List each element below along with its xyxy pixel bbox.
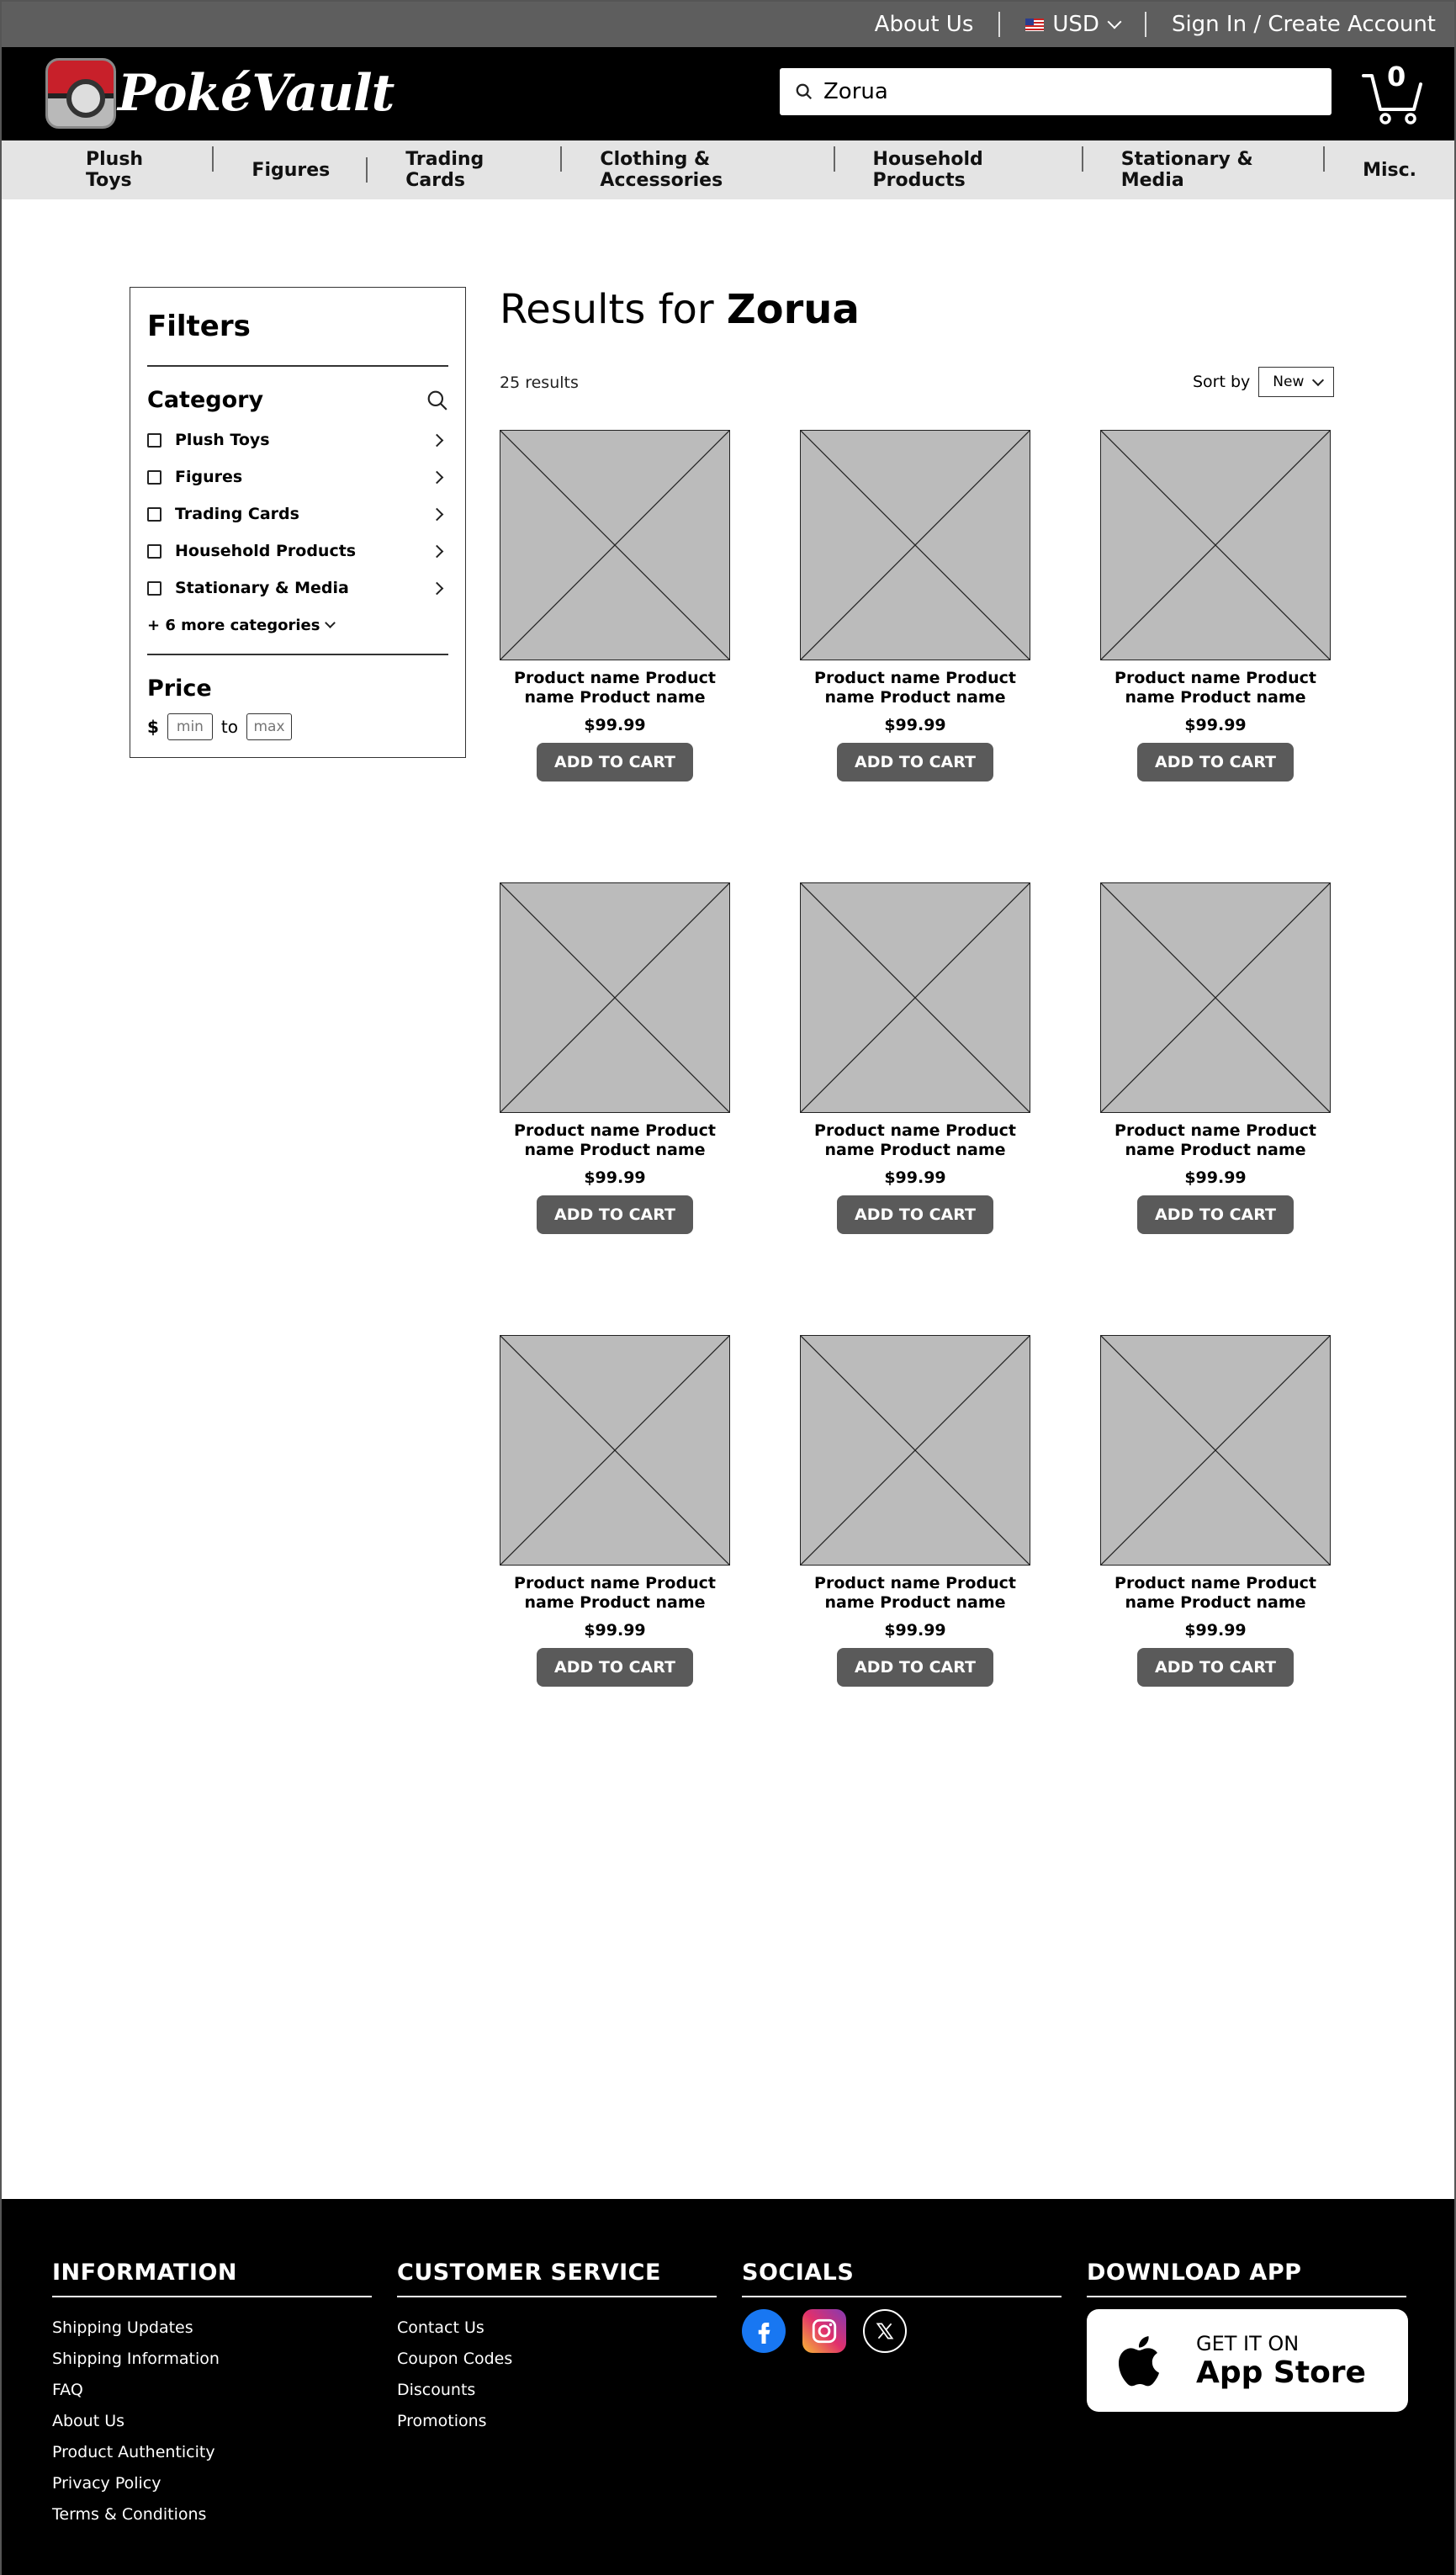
sign-in-link[interactable]: Sign In / Create Account xyxy=(1171,12,1436,37)
instagram-icon[interactable] xyxy=(802,2309,846,2353)
search-icon[interactable] xyxy=(426,389,448,411)
social-links xyxy=(742,2309,1062,2353)
logo[interactable] xyxy=(45,58,394,129)
footer-link[interactable]: Coupon Codes xyxy=(397,2350,513,2368)
checkbox[interactable] xyxy=(147,581,161,596)
about-us-link[interactable]: About Us xyxy=(874,12,974,37)
search-bar[interactable] xyxy=(780,68,1332,115)
product-name[interactable]: Product name Product name Product name xyxy=(1115,669,1316,707)
app-store-small: GET IT ON xyxy=(1196,2331,1300,2355)
product-card[interactable] xyxy=(500,1335,730,1687)
footer-heading: INFORMATION xyxy=(52,2260,238,2286)
footer-link[interactable]: Contact Us xyxy=(397,2318,484,2337)
results-query: Zorua xyxy=(726,286,860,333)
product-price: $99.99 xyxy=(584,1168,646,1187)
footer-download xyxy=(1087,2260,1406,2412)
product-card[interactable] xyxy=(500,430,730,782)
search-icon xyxy=(795,82,813,101)
divider xyxy=(742,2296,1062,2297)
category-label: Trading Cards xyxy=(175,505,299,523)
image-placeholder-icon xyxy=(500,1336,729,1565)
product-price: $99.99 xyxy=(884,1168,946,1187)
product-card[interactable] xyxy=(1100,1335,1331,1687)
product-name[interactable]: Product name Product name Product name xyxy=(814,1121,1016,1159)
image-placeholder-icon xyxy=(500,431,729,660)
checkbox[interactable] xyxy=(147,433,161,448)
divider xyxy=(1145,12,1146,37)
price-max-input[interactable] xyxy=(246,713,292,740)
image-placeholder-icon xyxy=(1101,431,1330,660)
divider xyxy=(147,654,448,655)
chevron-down-icon xyxy=(326,617,336,628)
product-name[interactable]: Product name Product name Product name xyxy=(814,669,1016,707)
results-title xyxy=(500,286,860,333)
category-header xyxy=(147,387,448,413)
more-categories-label: + 6 more categories xyxy=(147,616,320,634)
product-image-placeholder[interactable] xyxy=(500,882,730,1113)
add-to-cart-button[interactable]: ADD TO CART xyxy=(537,1195,693,1234)
image-placeholder-icon xyxy=(1101,883,1330,1112)
product-card[interactable] xyxy=(1100,882,1331,1234)
cart-button[interactable] xyxy=(1362,62,1424,126)
nav-item-figures[interactable]: Figures xyxy=(214,160,368,181)
product-card[interactable] xyxy=(800,882,1030,1234)
product-name[interactable]: Product name Product name Product name xyxy=(1115,1121,1316,1159)
app-store-text xyxy=(1196,2332,1366,2390)
product-image-placeholder[interactable] xyxy=(1100,882,1331,1113)
chevron-right-icon[interactable] xyxy=(431,544,444,558)
image-placeholder-icon xyxy=(801,1336,1030,1565)
image-placeholder-icon xyxy=(1101,1336,1330,1565)
product-name[interactable]: Product name Product name Product name xyxy=(514,1121,716,1159)
add-to-cart-button[interactable]: ADD TO CART xyxy=(1137,1195,1294,1234)
product-image-placeholder[interactable] xyxy=(500,430,730,660)
footer-link[interactable]: FAQ xyxy=(52,2381,83,2399)
site-header xyxy=(2,47,1454,140)
sort-control xyxy=(1193,367,1334,397)
category-option[interactable] xyxy=(147,495,448,532)
chevron-right-icon[interactable] xyxy=(431,470,444,484)
app-store-big: App Store xyxy=(1196,2355,1366,2390)
sort-label: Sort by xyxy=(1193,373,1251,391)
product-image-placeholder[interactable] xyxy=(800,1335,1030,1566)
price-min-input[interactable] xyxy=(167,713,213,740)
add-to-cart-button[interactable]: ADD TO CART xyxy=(1137,1648,1294,1687)
cart-count: 0 xyxy=(1387,61,1406,93)
price-range xyxy=(147,713,448,740)
chevron-down-icon xyxy=(1107,15,1121,29)
footer-socials xyxy=(742,2260,1062,2353)
site-footer xyxy=(2,2199,1454,2575)
product-image-placeholder[interactable] xyxy=(1100,1335,1331,1566)
chevron-right-icon[interactable] xyxy=(431,581,444,595)
nav-item-trading-cards[interactable]: Trading Cards xyxy=(368,149,562,191)
price-to-label: to xyxy=(220,717,238,737)
footer-link[interactable]: Shipping Information xyxy=(52,2350,220,2368)
add-to-cart-button[interactable]: ADD TO CART xyxy=(837,1195,993,1234)
footer-link[interactable]: Promotions xyxy=(397,2412,487,2430)
image-placeholder-icon xyxy=(500,883,729,1112)
nav-item-stationary[interactable]: Stationary & Media xyxy=(1083,149,1325,191)
chevron-right-icon[interactable] xyxy=(431,507,444,521)
nav-item-clothing[interactable]: Clothing & Accessories xyxy=(562,149,834,191)
add-to-cart-button[interactable]: ADD TO CART xyxy=(837,1648,993,1687)
footer-heading: SOCIALS xyxy=(742,2260,855,2286)
us-flag-icon xyxy=(1025,19,1044,31)
product-image-placeholder[interactable] xyxy=(500,1335,730,1566)
category-label: Stationary & Media xyxy=(175,579,349,597)
product-card[interactable] xyxy=(800,1335,1030,1687)
product-image-placeholder[interactable] xyxy=(800,430,1030,660)
utility-bar xyxy=(2,2,1454,47)
product-name[interactable]: Product name Product name Product name xyxy=(514,669,716,707)
results-prefix: Results for xyxy=(500,286,727,333)
add-to-cart-button[interactable]: ADD TO CART xyxy=(837,743,993,782)
currency-symbol: $ xyxy=(147,717,159,737)
nav-item-household[interactable]: Household Products xyxy=(835,149,1083,191)
product-card[interactable] xyxy=(1100,430,1331,782)
footer-link[interactable]: About Us xyxy=(52,2412,125,2430)
category-option[interactable] xyxy=(147,458,448,495)
price-title: Price xyxy=(147,676,212,702)
footer-customer-service xyxy=(397,2260,717,2437)
category-label: Figures xyxy=(175,468,243,486)
category-title: Category xyxy=(147,387,264,413)
add-to-cart-button[interactable]: ADD TO CART xyxy=(537,743,693,782)
footer-heading: DOWNLOAD APP xyxy=(1087,2260,1302,2286)
app-store-button[interactable] xyxy=(1087,2309,1408,2412)
footer-link[interactable]: Discounts xyxy=(397,2381,476,2399)
category-nav xyxy=(2,140,1454,199)
divider xyxy=(1087,2296,1406,2297)
footer-heading: CUSTOMER SERVICE xyxy=(397,2260,661,2286)
checkbox[interactable] xyxy=(147,544,161,559)
category-label: Plush Toys xyxy=(175,431,270,449)
product-price: $99.99 xyxy=(884,716,946,734)
product-name[interactable]: Product name Product name Product name xyxy=(514,1574,716,1612)
footer-link[interactable]: Privacy Policy xyxy=(52,2474,161,2493)
product-card[interactable] xyxy=(800,430,1030,782)
footer-link[interactable]: Terms & Conditions xyxy=(52,2505,207,2524)
divider xyxy=(397,2296,717,2297)
product-name[interactable]: Product name Product name Product name xyxy=(814,1574,1016,1612)
vault-logo-icon xyxy=(45,58,116,129)
image-placeholder-icon xyxy=(801,431,1030,660)
more-categories-link[interactable] xyxy=(147,607,448,644)
checkbox[interactable] xyxy=(147,470,161,485)
product-price: $99.99 xyxy=(1184,716,1247,734)
results-count: 25 results xyxy=(500,374,579,392)
footer-link[interactable]: Product Authenticity xyxy=(52,2443,215,2461)
product-price: $99.99 xyxy=(1184,1168,1247,1187)
product-price: $99.99 xyxy=(584,1621,646,1640)
category-option[interactable] xyxy=(147,421,448,458)
nav-item-plush-toys[interactable]: Plush Toys xyxy=(2,149,214,191)
product-card[interactable] xyxy=(500,882,730,1234)
image-placeholder-icon xyxy=(801,883,1030,1112)
footer-link[interactable]: Shipping Updates xyxy=(52,2318,193,2337)
search-input[interactable] xyxy=(823,79,1311,104)
sort-dropdown[interactable] xyxy=(1258,367,1334,397)
divider xyxy=(998,12,1000,37)
currency-selector[interactable] xyxy=(1025,12,1120,37)
category-label: Household Products xyxy=(175,542,357,560)
chevron-down-icon xyxy=(1312,374,1324,385)
checkbox[interactable] xyxy=(147,507,161,522)
product-image-placeholder[interactable] xyxy=(1100,430,1331,660)
add-to-cart-button[interactable]: ADD TO CART xyxy=(537,1648,693,1687)
filters-title: Filters xyxy=(147,310,251,343)
product-price: $99.99 xyxy=(1184,1621,1247,1640)
filters-panel xyxy=(130,287,466,758)
category-option[interactable] xyxy=(147,570,448,607)
footer-information xyxy=(52,2260,372,2530)
apple-icon xyxy=(1112,2327,1171,2394)
facebook-icon[interactable] xyxy=(742,2309,786,2353)
product-price: $99.99 xyxy=(584,716,646,734)
x-icon[interactable] xyxy=(863,2309,907,2353)
divider xyxy=(52,2296,372,2297)
divider xyxy=(147,365,448,367)
product-image-placeholder[interactable] xyxy=(800,882,1030,1113)
product-name[interactable]: Product name Product name Product name xyxy=(1115,1574,1316,1612)
currency-label: USD xyxy=(1052,12,1099,37)
add-to-cart-button[interactable]: ADD TO CART xyxy=(1137,743,1294,782)
category-option[interactable] xyxy=(147,532,448,570)
logo-text: PokéVault xyxy=(118,64,394,123)
category-list xyxy=(147,421,448,644)
product-price: $99.99 xyxy=(884,1621,946,1640)
nav-item-misc[interactable]: Misc. xyxy=(1363,159,1416,181)
chevron-right-icon[interactable] xyxy=(431,433,444,447)
sort-value: New xyxy=(1273,374,1305,390)
